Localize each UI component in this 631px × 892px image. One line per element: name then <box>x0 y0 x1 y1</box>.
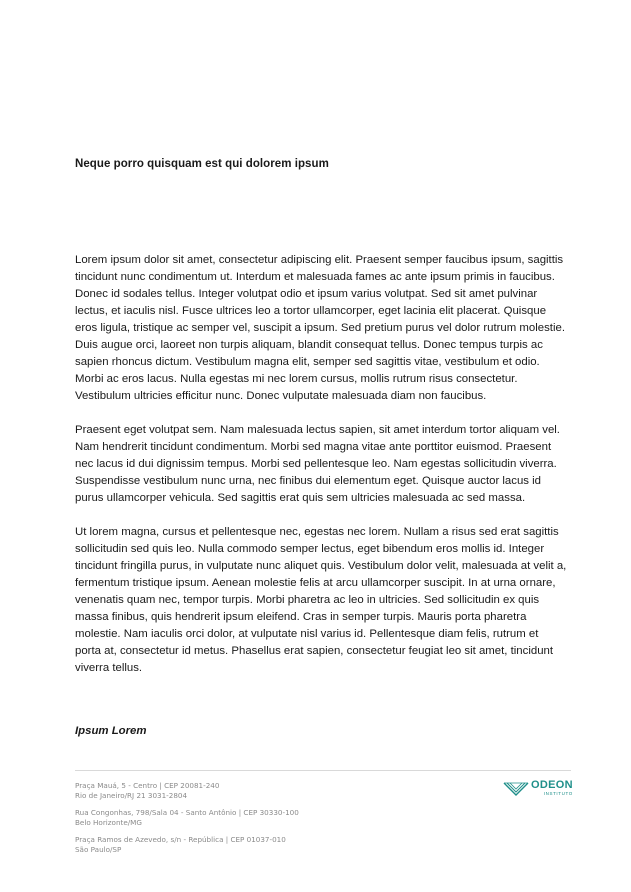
signature: Ipsum Lorem <box>75 725 147 737</box>
footer-addresses <box>75 781 395 862</box>
address-line: Belo Horizonte/MG <box>75 817 142 827</box>
document-body <box>75 252 567 694</box>
odeon-logo-mark-icon <box>503 779 529 797</box>
body-paragraph: Praesent eget volutpat sem. Nam malesuada lectus sapien, sit amet interdum tortor aliquam vel. Nam hendrerit tincidunt condimentum. Morbi sed magna vitae ante porttitor euismod. Praesent nec lacus id dui dignissim tempus. Morbi sed pellentesque leo. Nam egestas sollicitudin viverra. Suspendisse vestibulum nunc urna, nec finibus dui elementum eget. Quisque auctor lacus id purus ullamcorper vehicula. Sed sagittis erat quis sem ultricies malesuada ac sed massa. <box>75 424 560 504</box>
body-paragraph: Ut lorem magna, cursus et pellentesque nec, egestas nec lorem. Nullam a risus sed erat sagittis sollicitudin sed quis leo. Nulla commodo semper lectus, eget bibendum eros mollis id. Integer tincidunt fringilla purus, in vulputate nunc aliquet quis. Vestibulum dolor velit, malesuada at velit a, fermentum tristique ipsum. Aenean molestie felis at arcu ullamcorper suscipit. In at urna ornare, venenatis quam nec, tempor turpis. Morbi pharetra ac leo in ultricies. Sed sollicitudin ex quis massa finibus, quis hendrerit ipsum eleifend. Cras in semper turpis. Mauris porta pharetra molestie. Nam iaculis orci dolor, at vulputate nisl varius id. Pellentesque diam felis, rutrum et porta at, consectetur id metus. Phasellus erat sapien, consectetur feugiat leo sit amet, tincidunt viverra tellus. <box>75 526 567 674</box>
address-line: Praça Ramos de Azevedo, s/n - República | CEP 01037-010 <box>75 835 286 844</box>
logo-wordmark <box>531 780 573 797</box>
logo-name: ODEON <box>531 778 573 791</box>
address-line: Praça Mauá, 5 - Centro | CEP 20081-240 <box>75 781 220 790</box>
address-line: Rua Congonhas, 798/Sala 04 - Santo Antônio | CEP 30330-100 <box>75 808 299 817</box>
address-belo-horizonte <box>75 808 395 827</box>
address-line: São Paulo/SP <box>75 844 122 854</box>
body-paragraph: Lorem ipsum dolor sit amet, consectetur adipiscing elit. Praesent semper faucibus ipsum, sagittis tincidunt nunc condimentum ut. Interdum et malesuada fames ac ante ipsum primis in faucibus. Donec id sodales tellus. Integer volutpat odio et ipsum varius volutpat. Sed sit amet pulvinar lectus, et iaculis nisl. Fusce ultrices leo a tortor ullamcorper, eget lacinia elit placerat. Quisque eros ligula, tristique ac semper vel, suscipit a ipsum. Sed pretium purus vel dolor rutrum molestie. Duis augue orci, laoreet non turpis aliquam, blandit consequat tellus. Donec tempus turpis ac sapien rhoncus dictum. Vestibulum magna elit, semper sed sagittis vitae, vestibulum et odio. Morbi ac eros lacus. Nulla egestas mi nec lorem cursus, mollis rutrum risus consectetur. Vestibulum ultricies efficitur nunc. Donec vulputate malesuada diam non faucibus. <box>75 254 565 402</box>
address-line: Rio de Janeiro/RJ 21 3031-2804 <box>75 790 188 800</box>
odeon-logo <box>503 777 575 799</box>
logo-subtitle: INSTITUTO <box>543 790 573 796</box>
address-rio <box>75 781 395 800</box>
footer-divider <box>75 770 571 771</box>
document-heading: Neque porro quisquam est qui dolorem ipsum <box>75 158 329 170</box>
address-sao-paulo <box>75 835 395 854</box>
